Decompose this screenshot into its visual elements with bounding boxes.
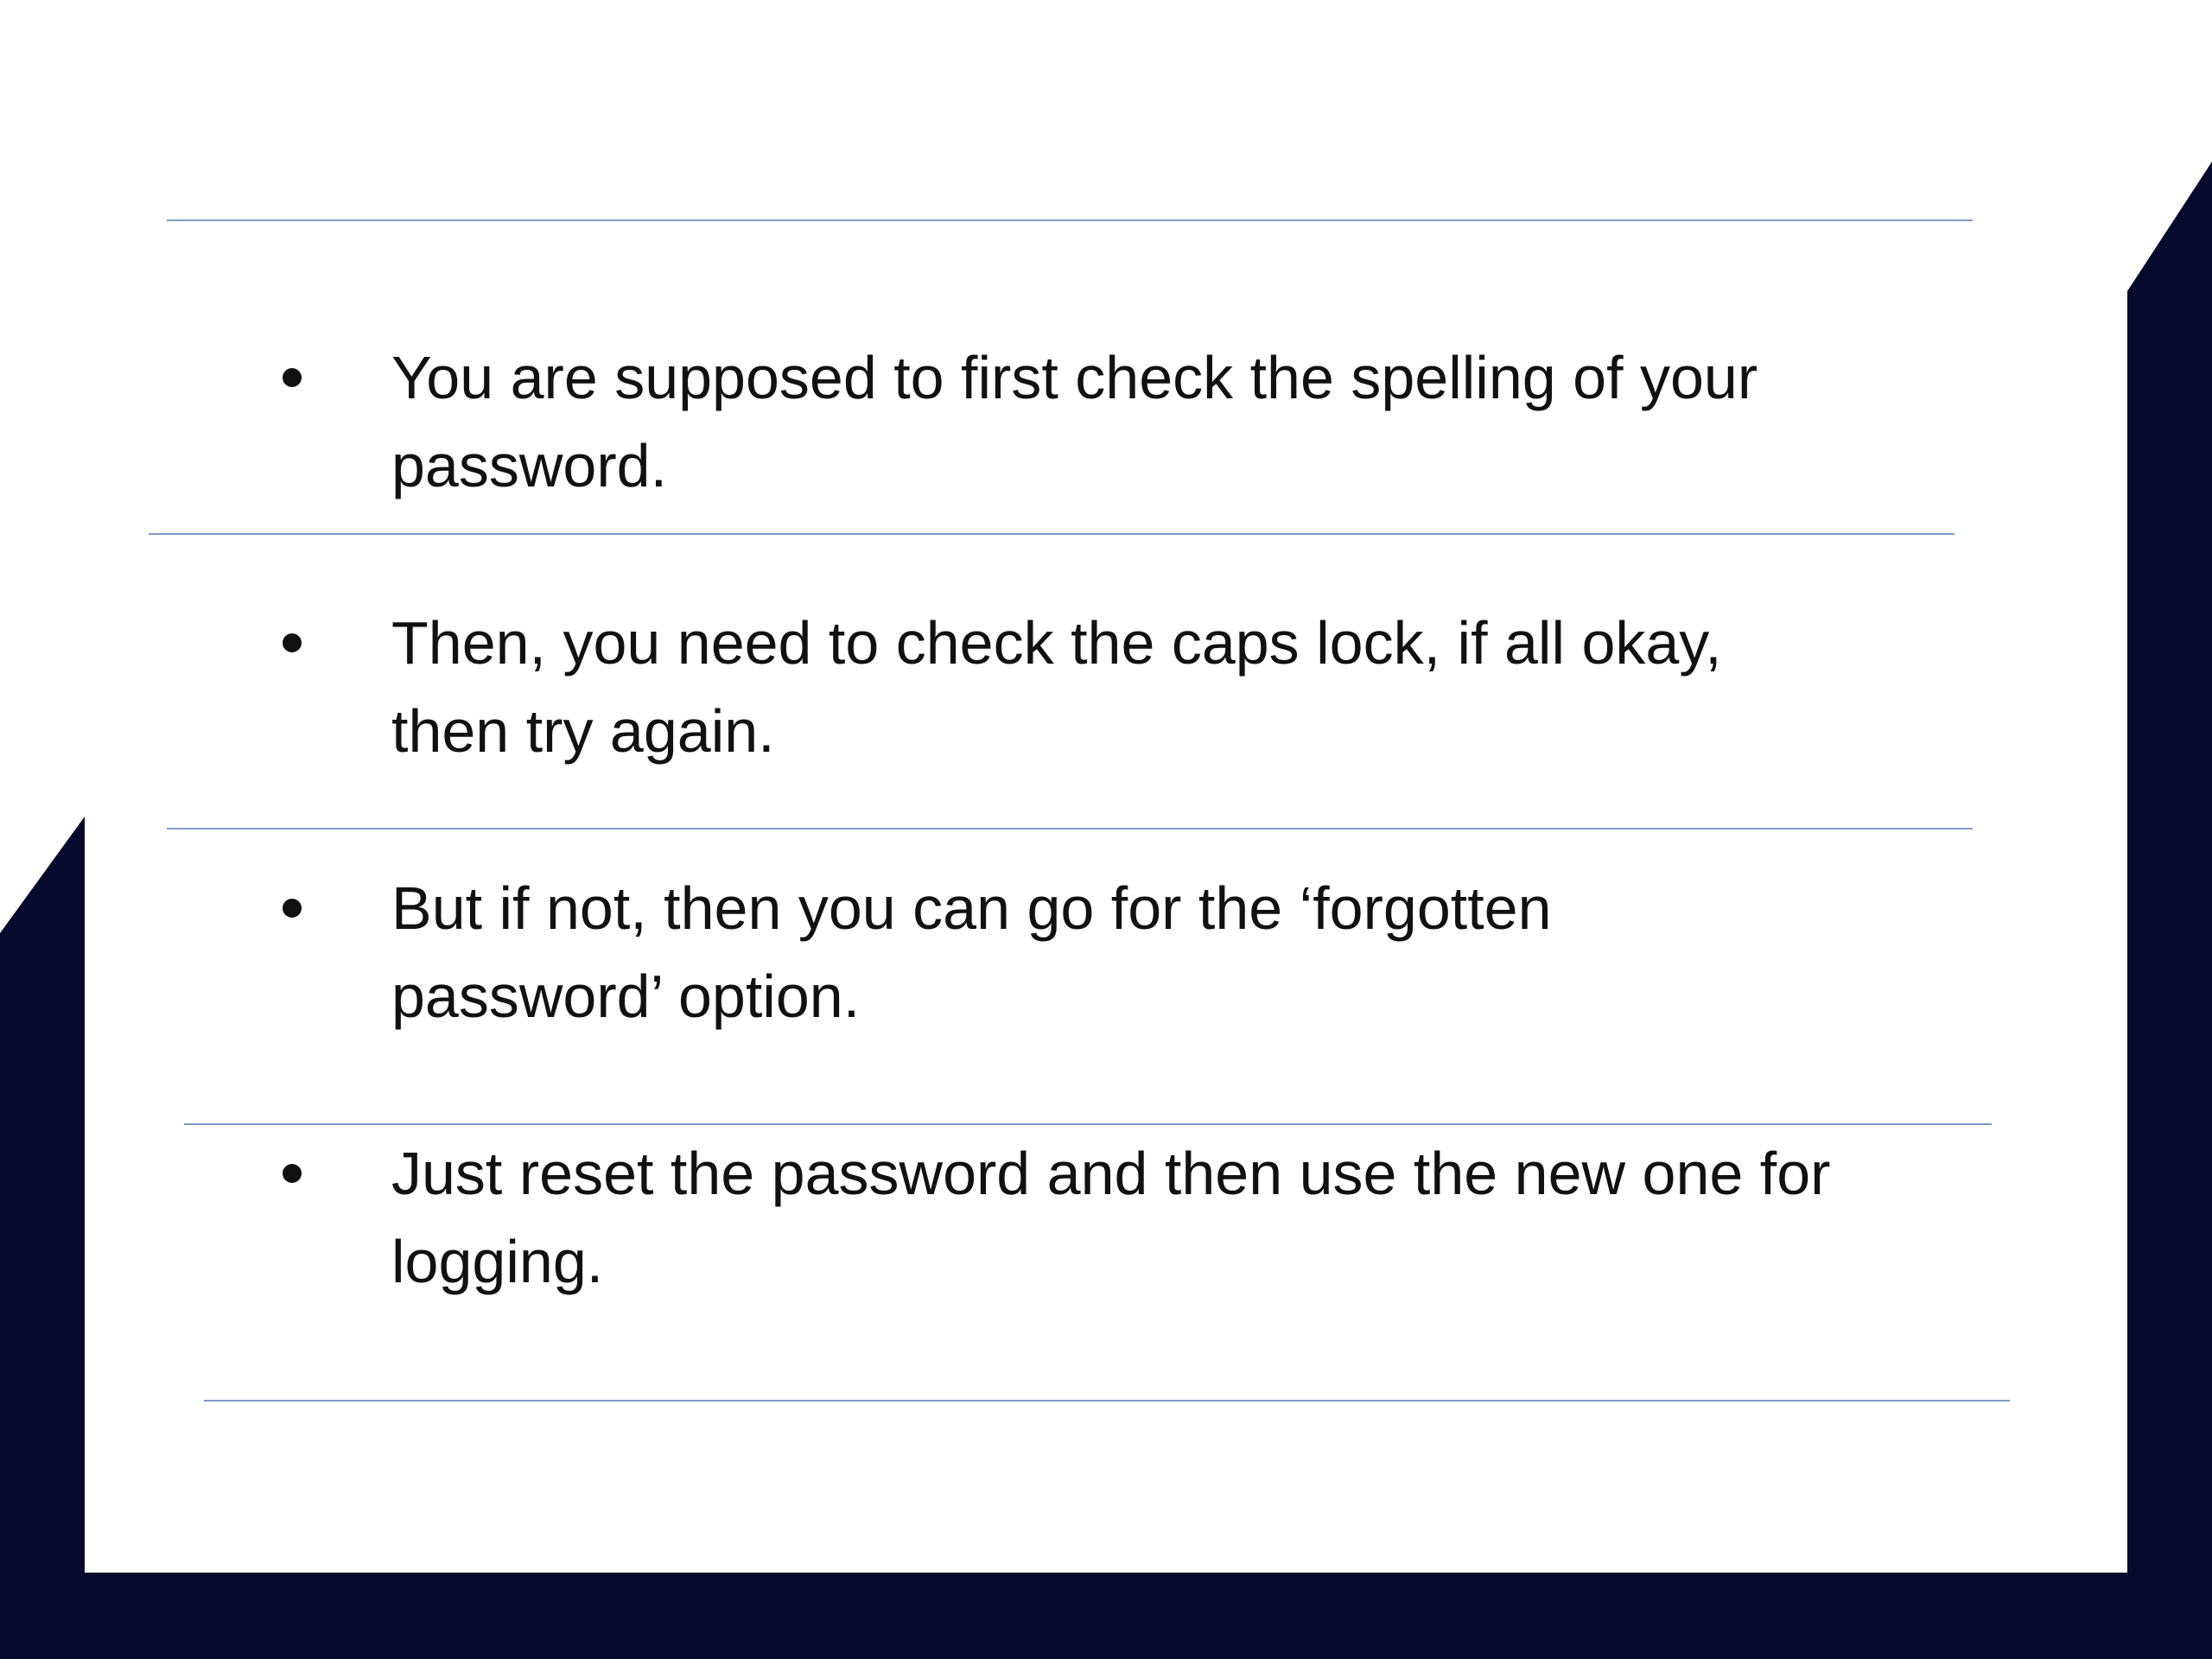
bullet-line: then try again. — [391, 697, 775, 765]
divider-line — [167, 828, 1973, 830]
bullet-line: Then, you need to check the caps lock, if all okay, — [391, 609, 1722, 677]
bullet-text — [391, 1129, 2033, 1306]
bullet-text — [391, 334, 2033, 510]
bullet-line: You are supposed to first check the spelling of your — [391, 344, 1758, 411]
bullet-icon — [283, 1164, 302, 1183]
bullet-line: But if not, then you can go for the ‘forgotten — [391, 874, 1552, 942]
bullet-item-1 — [276, 334, 2039, 524]
bullet-item-4 — [276, 1129, 2039, 1319]
bullet-item-3 — [276, 864, 2039, 1054]
divider-line — [204, 1400, 2010, 1402]
divider-line — [149, 533, 1955, 535]
bullet-icon — [283, 899, 302, 918]
bullet-line: password. — [391, 432, 668, 499]
divider-line — [184, 1123, 1992, 1125]
bullet-text — [391, 864, 2033, 1040]
bullet-icon — [283, 368, 302, 387]
bullet-icon — [283, 633, 302, 652]
bullet-line: Just reset the password and then use the new one for — [391, 1140, 1831, 1207]
bullet-item-2 — [276, 599, 2039, 789]
bullet-text — [391, 599, 2033, 775]
bullet-line: logging. — [391, 1228, 604, 1295]
bullet-line: password’ option. — [391, 963, 861, 1030]
divider-line — [167, 219, 1973, 221]
